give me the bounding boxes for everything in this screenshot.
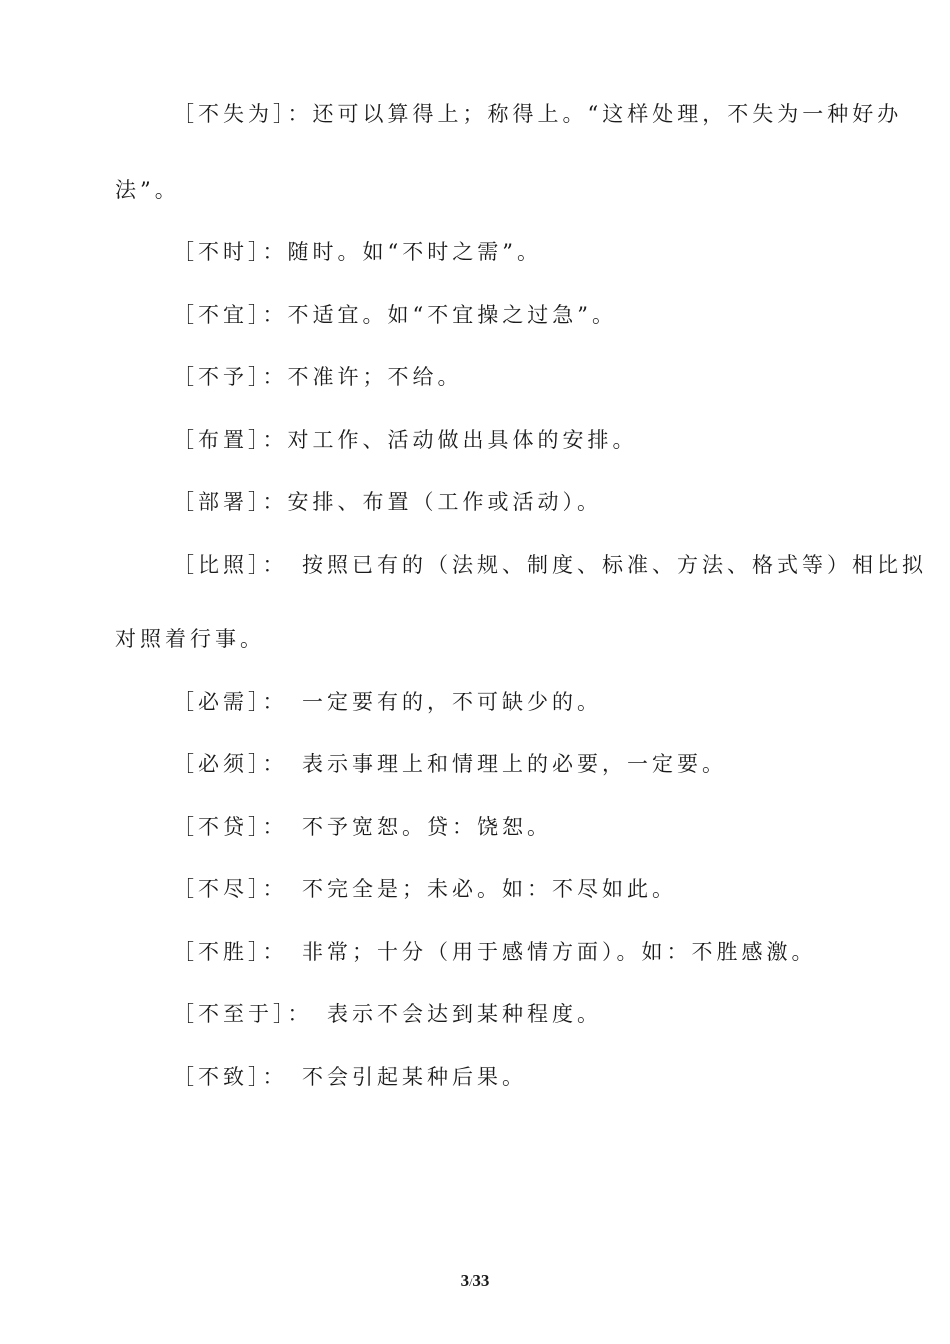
entry-bizhao-continued: 对照着行事。 [115, 627, 265, 651]
entry-budai: ［不贷］： 不予宽恕。贷：饶恕。 [173, 815, 552, 839]
current-page: 3 [460, 1271, 470, 1290]
entry-bizhao: ［比照］： 按照已有的（法规、制度、标准、方法、格式等）相比拟 [173, 553, 927, 577]
entry-bushiwei: ［不失为］：还可以算得上；称得上。“这样处理，不失为一种好办 [173, 102, 903, 126]
entry-bushu: ［部署］：安排、布置（工作或活动）。 [173, 490, 602, 514]
page-number [0, 1271, 950, 1291]
entry-buyi: ［不宜］：不适宜。如“不宜操之过急”。 [173, 303, 617, 327]
entry-bixu-must: ［必须］： 表示事理上和情理上的必要，一定要。 [173, 752, 727, 776]
entry-bushiwei-continued: 法”。 [115, 178, 180, 202]
total-pages: 33 [472, 1271, 490, 1290]
entry-buzhiyu: ［不至于］： 表示不会达到某种程度。 [173, 1002, 602, 1026]
entry-busheng: ［不胜］： 非常；十分（用于感情方面）。如：不胜感激。 [173, 940, 817, 964]
entry-buzhi-result: ［不致］： 不会引起某种后果。 [173, 1065, 527, 1089]
entry-buzhi: ［布置］：对工作、活动做出具体的安排。 [173, 428, 638, 452]
entry-buyu: ［不予］：不准许；不给。 [173, 365, 463, 389]
page-separator: / [469, 1275, 473, 1289]
entry-bushi: ［不时］：随时。如“不时之需”。 [173, 240, 542, 264]
entry-bujin: ［不尽］： 不完全是；未必。如：不尽如此。 [173, 877, 677, 901]
entry-bixu-need: ［必需］： 一定要有的，不可缺少的。 [173, 690, 602, 714]
